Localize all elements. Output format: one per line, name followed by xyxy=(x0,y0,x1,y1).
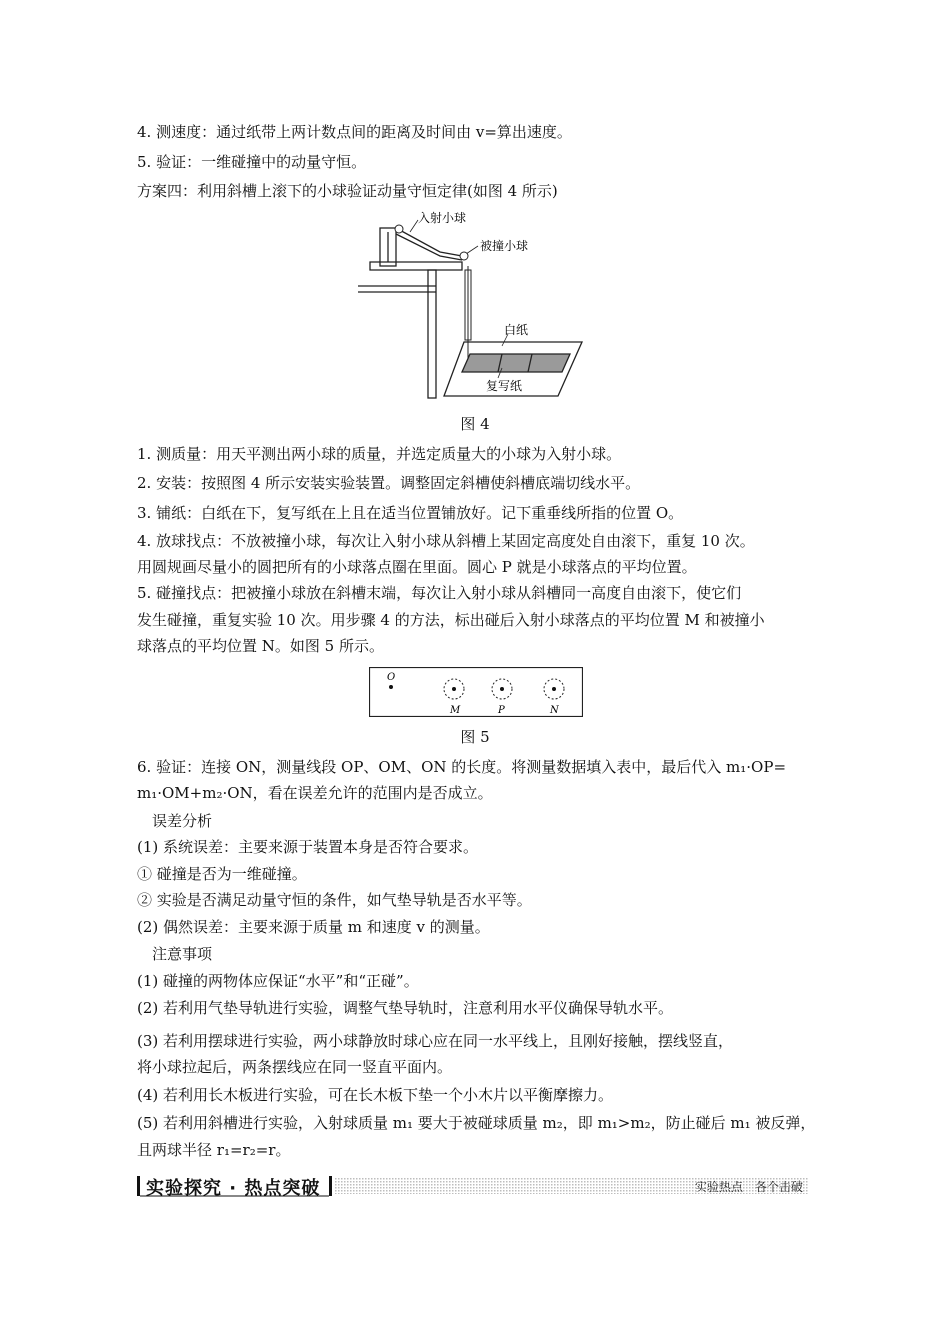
figure-5-landing-points xyxy=(369,667,583,717)
text-line: 5. 验证：一维碰撞中的动量守恒。 xyxy=(137,153,367,171)
text-line: 球落点的平均位置 N。如图 5 所示。 xyxy=(137,637,384,655)
label-struck-ball: 被撞小球 xyxy=(480,239,529,253)
text-line: 用圆规画尽量小的圆把所有的小球落点圈在里面。圆心 P 就是小球落点的平均位置。 xyxy=(137,558,697,576)
label-carbon-paper: 复写纸 xyxy=(486,379,523,393)
text-line: ② 实验是否满足动量守恒的条件，如气垫导轨是否水平等。 xyxy=(137,891,532,909)
chute xyxy=(396,228,462,256)
text-line: 5. 碰撞找点：把被撞小球放在斜槽末端，每次让入射小球从斜槽同一高度自由滚下，使它们 xyxy=(137,584,742,602)
text-line: (1) 系统误差：主要来源于装置本身是否符合要求。 xyxy=(137,838,479,856)
point-m xyxy=(452,687,456,691)
label-incident-ball: 入射小球 xyxy=(418,211,467,225)
text-line: 发生碰撞，重复实验 10 次。用步骤 4 的方法，标出碰后入射小球落点的平均位置 M 和被撞小 xyxy=(137,611,765,629)
text-line: 6. 验证：连接 ON，测量线段 OP、OM、ON 的长度。将测量数据填入表中，最后代入 m₁·OP= xyxy=(137,758,787,776)
carbon-paper xyxy=(462,354,570,372)
section-heading: 误差分析 xyxy=(152,812,213,830)
text-line: (2) 若利用气垫导轨进行实验，调整气垫导轨时，注意利用水平仪确保导轨水平。 xyxy=(137,999,674,1017)
text-line: 将小球拉起后，两条摆线应在同一竖直平面内。 xyxy=(137,1058,453,1076)
text-line: (4) 若利用长木板进行实验，可在长木板下垫一个小木片以平衡摩擦力。 xyxy=(137,1086,614,1104)
text-line: (2) 偶然误差：主要来源于质量 m 和速度 v 的测量。 xyxy=(137,918,490,936)
label-o: O xyxy=(387,672,396,683)
text-line: 4. 测速度：通过纸带上两计数点间的距离及时间由 v=算出速度。 xyxy=(137,123,572,141)
point-n xyxy=(552,687,556,691)
label-p: P xyxy=(498,705,505,716)
banner-subtitle: 实验热点 各个击破 xyxy=(694,1180,803,1194)
text-line: 4. 放球找点：不放被撞小球，每次让入射小球从斜槽上某固定高度处自由滚下，重复 10 次。 xyxy=(137,532,755,550)
text-line: (5) 若利用斜槽进行实验，入射球质量 m₁ 要大于被碰球质量 m₂，即 m₁>m₂，防止碰后 m₁ 被反弹， xyxy=(137,1114,816,1132)
text-line: ① 碰撞是否为一维碰撞。 xyxy=(137,865,307,883)
figure-4-apparatus xyxy=(352,210,592,400)
text-line: (1) 碰撞的两物体应保证“水平”和“正碰”。 xyxy=(137,972,419,990)
point-p xyxy=(500,687,504,691)
section-heading: 注意事项 xyxy=(152,945,213,963)
text-line: 且两球半径 r₁=r₂=r。 xyxy=(137,1141,291,1159)
label-m: M xyxy=(450,705,461,716)
point-o xyxy=(389,685,393,689)
text-line: 1. 测质量：用天平测出两小球的质量，并选定质量大的小球为入射小球。 xyxy=(137,445,622,463)
text-line: m₁·OM+m₂·ON，看在误差允许的范围内是否成立。 xyxy=(137,784,493,802)
struck-ball xyxy=(460,252,468,260)
banner-title: 实验探究 · 热点突破 xyxy=(146,1178,321,1199)
label-white-paper: 白纸 xyxy=(504,323,529,337)
incident-ball xyxy=(395,225,403,233)
figure-5-caption: 图 5 xyxy=(460,728,490,746)
text-line: 方案四：利用斜槽上滚下的小球验证动量守恒定律(如图 4 所示) xyxy=(137,182,558,200)
text-line: (3) 若利用摆球进行实验，两小球静放时球心应在同一水平线上，且刚好接触，摆线竖直， xyxy=(137,1032,734,1050)
text-line: 3. 铺纸：白纸在下，复写纸在上且在适当位置铺放好。记下重垂线所指的位置 O。 xyxy=(137,504,684,522)
label-n: N xyxy=(550,705,559,716)
section-banner xyxy=(137,1172,809,1200)
figure-4-caption: 图 4 xyxy=(460,415,490,433)
table-leg xyxy=(428,270,436,398)
text-line: 2. 安装：按照图 4 所示安装实验装置。调整固定斜槽使斜槽底端切线水平。 xyxy=(137,474,641,492)
